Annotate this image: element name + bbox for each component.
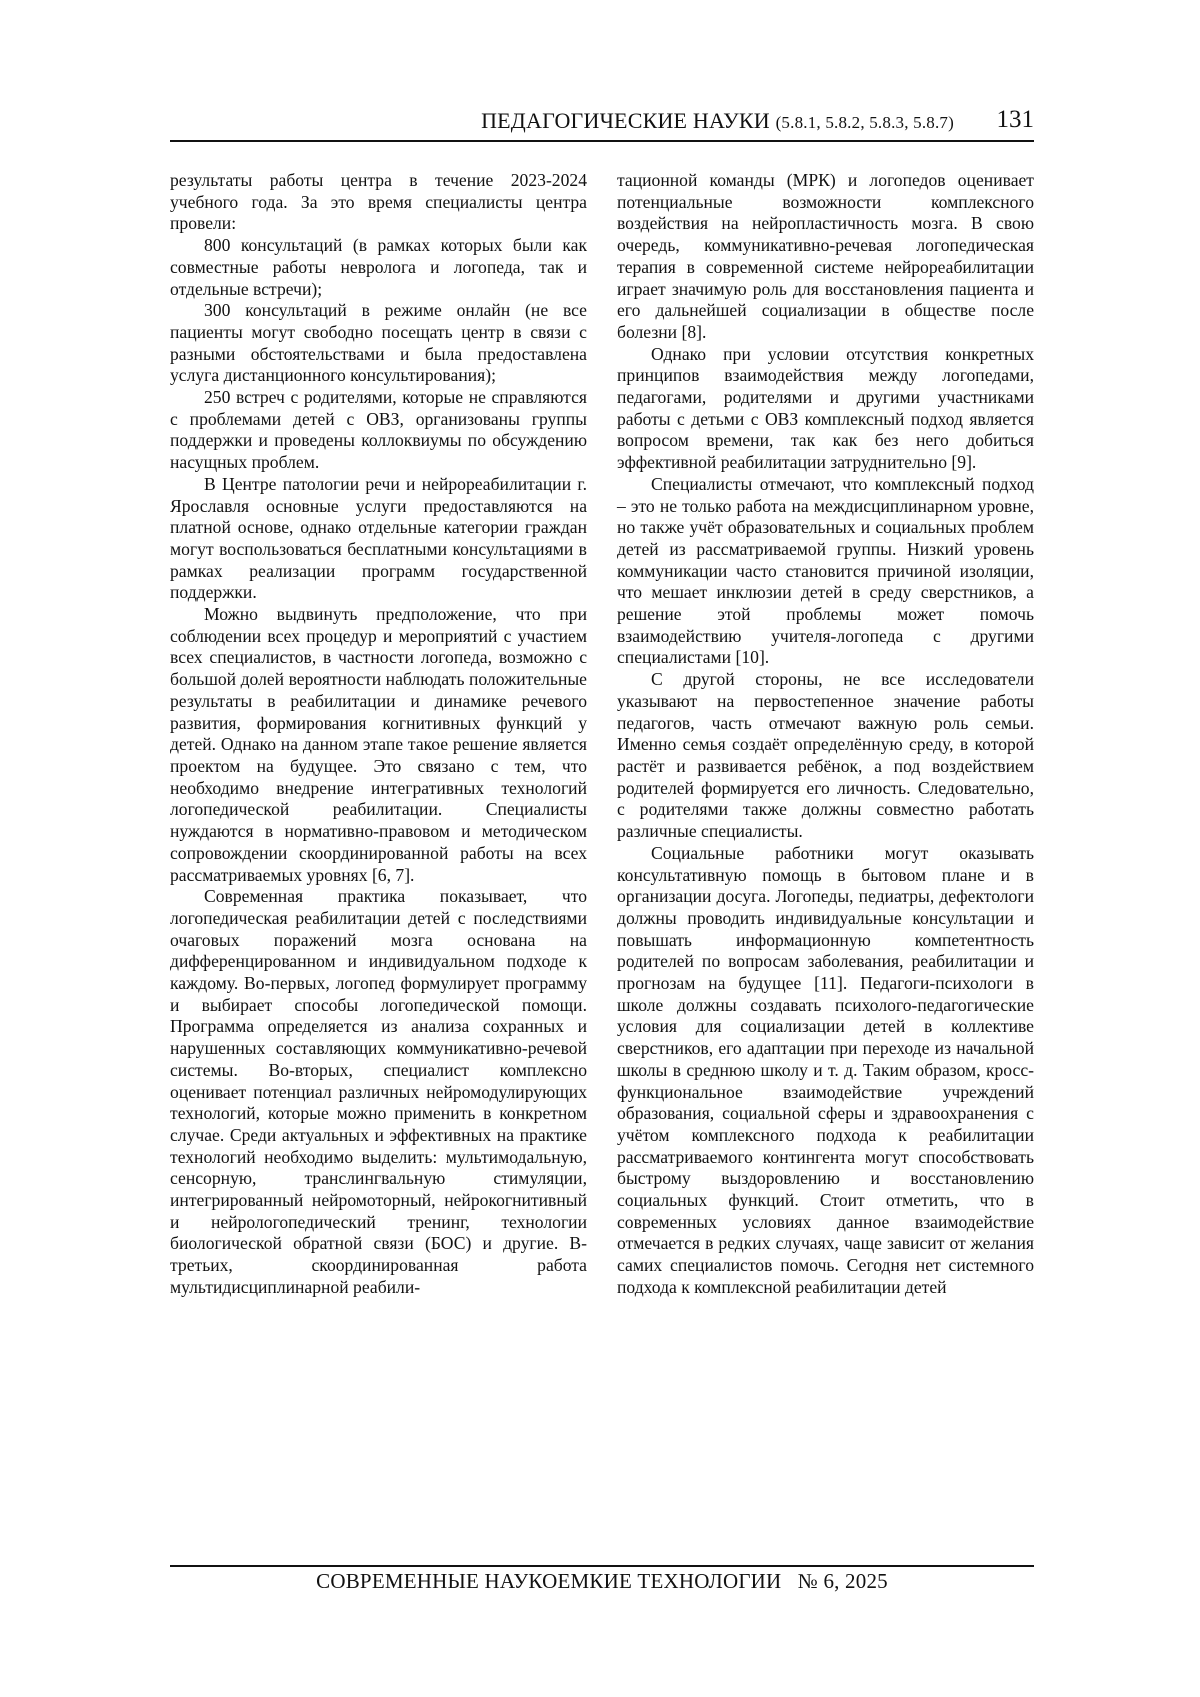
paragraph: В Центре патологии речи и нейрореабилитации г. Ярославля основные услуги предоставляются на платной основе, однако отдельные категории граждан могут воспользоваться бесплатными консультациями в рамках реализации программ государственной поддержки. xyxy=(170,473,587,603)
paragraph: 800 консультаций (в рамках которых были как совместные работы невролога и логопеда, так и отдельные встречи); xyxy=(170,235,587,299)
section-codes: (5.8.1, 5.8.2, 5.8.3, 5.8.7) xyxy=(775,113,954,132)
paragraph: тационной команды (МРК) и логопедов оценивает потенциальные возможности комплексного воздействия на нейропластичность мозга. В свою очередь, коммуникативно-речевая логопедическая терапия в современной системе нейрореабилитации играет значимую роль для восстановления пациента и его дальнейшей социализации в обществе после болезни [8]. xyxy=(617,170,1034,342)
header-rule xyxy=(170,140,1034,142)
running-footer: СОВРЕМЕННЫЕ НАУКОЕМКИЕ ТЕХНОЛОГИИ № 6, 2025 xyxy=(316,1569,888,1593)
page-number: 131 xyxy=(996,106,1034,133)
paragraph: 300 консультаций в режиме онлайн (не все пациенты могут свободно посещать центр в связи с разными обстоятельствами и была предоставлена услуга дистанционного консультирования); xyxy=(170,300,587,386)
paragraph: Специалисты отмечают, что комплексный подход – это не только работа на междисциплинарном уровне, но также учёт образовательных и социальных проблем детей из рассматриваемой группы. Низкий уровень коммуникации часто становится причиной изоляции, что мешает инклюзии детей в среду сверстников, а решение этой проблемы может помочь взаимодействию учителя-логопеда с другими специалистами [10]. xyxy=(617,473,1034,668)
paragraph: Однако при условии отсутствия конкретных принципов взаимодействия между логопедами, педагогами, родителями и другими участниками работы с детьми с ОВЗ комплексный подход является вопросом времени, так как без него добиться эффективной реабилитации затруднительно [9]. xyxy=(617,343,1034,473)
paragraph: Современная практика показывает, что логопедическая реабилитации детей с последствиями очаговых поражений мозга основана на дифференцированном и индивидуальном подходе к каждому. Во-первых, логопед формулирует программу и выбирает способы логопедической помощи. Программа определяется из анализа сохранных и нарушенных составляющих коммуникативно-речевой системы. Во-вторых, специалист комплексно оценивает потенциал различных нейромодулирующих технологий, которые можно применить в конкретном случае. Среди актуальных и эффективных на практике технологий необходимо выделить: мультимодальную, сенсорную, транслингвальную стимуляции, интегрированный нейромоторный, нейрокогнитивный и нейрологопедический тренинг, технологии биологической обратной связи (БОС) и другие. В-третьих, скоординированная работа мультидисциплинарной реабили- xyxy=(170,886,587,1297)
paragraph: результаты работы центра в течение 2023-2024 учебного года. За это время специалисты центра провели: xyxy=(170,170,587,234)
left-column xyxy=(170,170,587,1299)
paragraph: С другой стороны, не все исследователи указывают на первостепенное значение работы педагогов, часть отмечают важную роль семьи. Именно семья создаёт определённую среду, в которой растёт и развивается ребёнок, а под воздействием родителей формируется его личность. Следовательно, с родителями также должны совместно работать различные специалисты. xyxy=(617,669,1034,842)
paragraph: Можно выдвинуть предположение, что при соблюдении всех процедур и мероприятий с участием всех специалистов, в частности логопеда, возможно с большой долей вероятности наблюдать положительные результаты в реабилитации и динамике речевого развития, формирования когнитивных функций у детей. Однако на данном этапе такое решение является проектом на будущее. Это связано с тем, что необходимо внедрение интегративных технологий логопедической реабилитации. Специалисты нуждаются в нормативно-правовом и методическом сопровождении скоординированной работы на всех рассматриваемых уровнях [6, 7]. xyxy=(170,604,587,885)
footer-rule xyxy=(170,1565,1034,1567)
paragraph: Социальные работники могут оказывать консультативную помощь в бытовом плане и в организации досуга. Логопеды, педиатры, дефектологи должны проводить индивидуальные консультации и повышать информационную компетентность родителей по вопросам заболевания, реабилитации и прогнозам на будущее [11]. Педагоги-психологи в школе должны создавать психолого-педагогические условия для социализации детей в коллективе сверстников, его адаптации при переходе из начальной школы в среднюю школу и т. д. Таким образом, кросс-функциональное взаимодействие учреждений образования, социальной сферы и здравоохранения с учётом комплексного подхода к реабилитации рассматриваемого контингента могут способствовать быстрому выздоровлению и восстановлению социальных функций. Стоит отметить, что в современных условиях данное взаимодействие отмечается в редких случаях, чаще зависит от желания самих специалистов помочь. Сегодня нет системного подхода к комплексной реабилитации детей xyxy=(617,842,1034,1297)
section-title xyxy=(481,108,954,134)
paragraph: 250 встреч с родителями, которые не справляются с проблемами детей с ОВЗ, организованы группы поддержки и проведены коллоквиумы по обсуждению насущных проблем. xyxy=(170,387,587,473)
running-header xyxy=(170,108,1034,140)
section-name: ПЕДАГОГИЧЕСКИЕ НАУКИ xyxy=(481,108,770,133)
right-column xyxy=(617,170,1034,1299)
